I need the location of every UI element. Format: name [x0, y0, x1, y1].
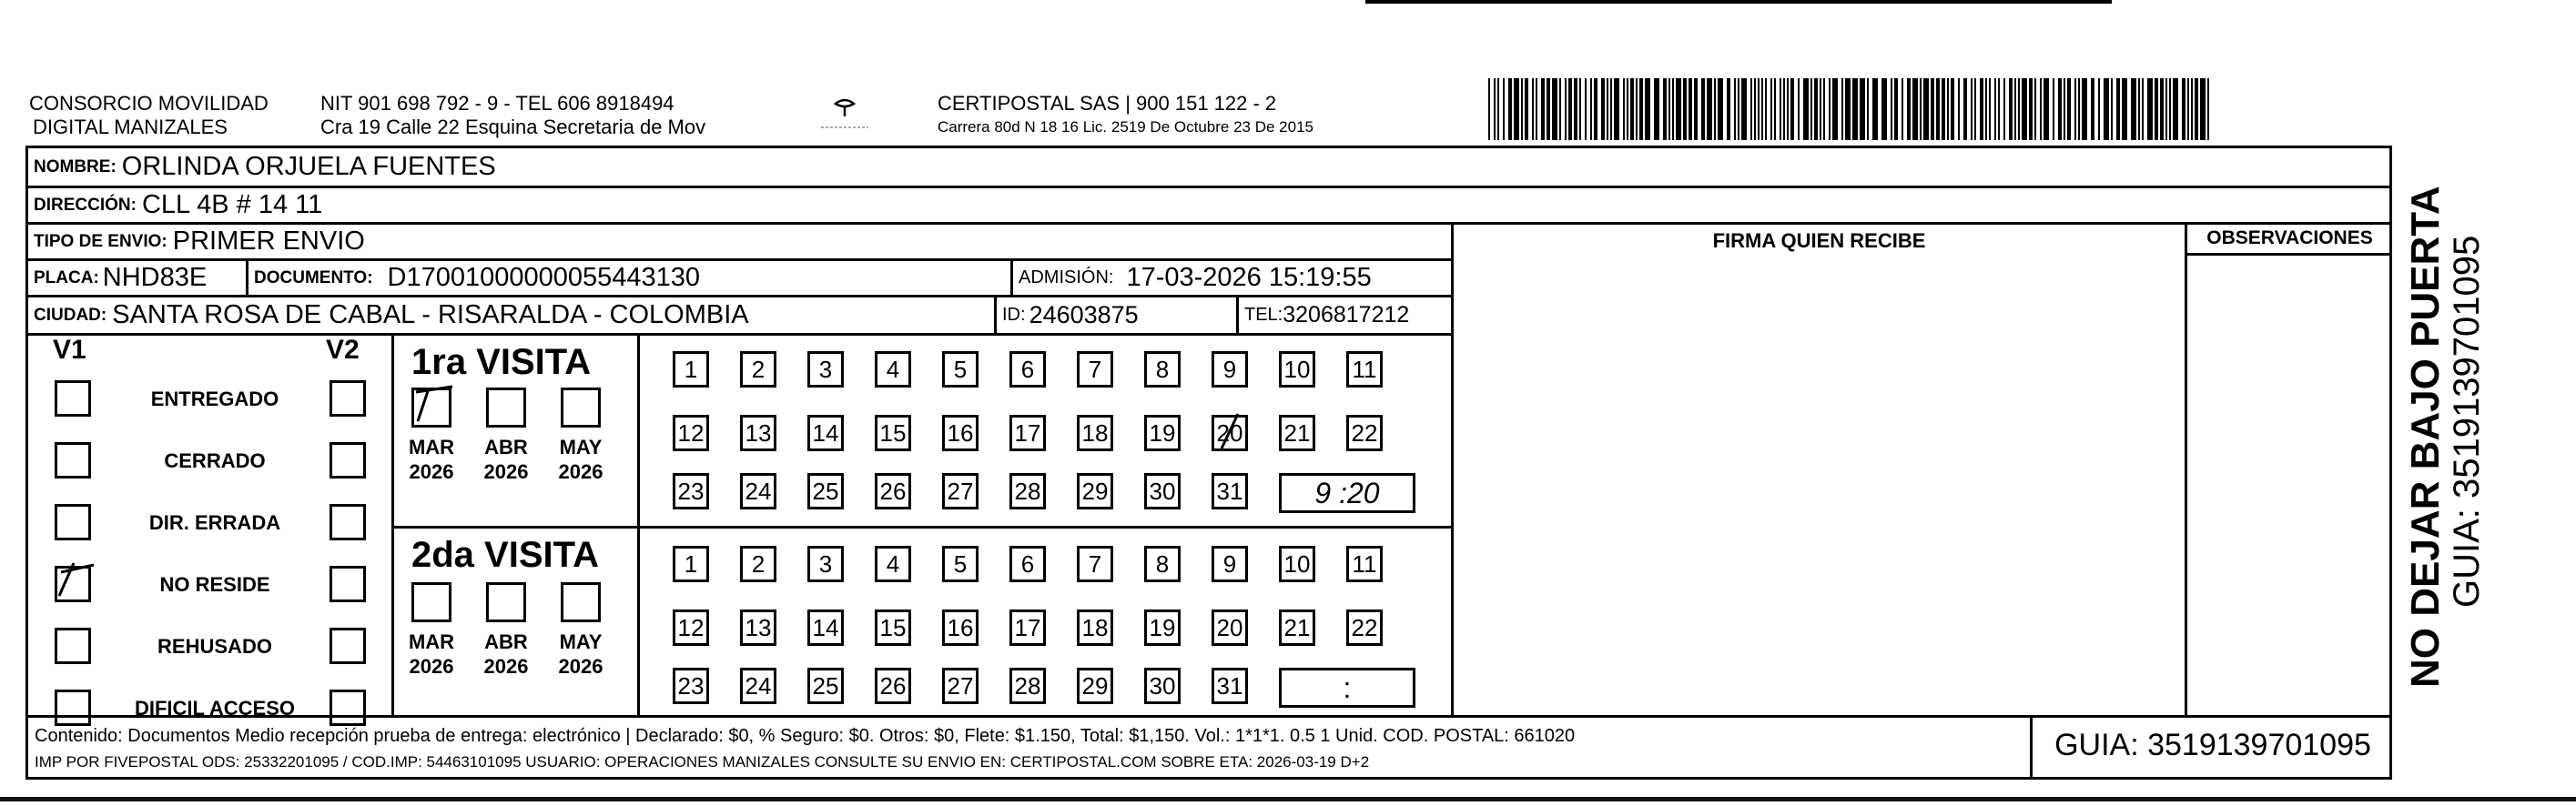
first-visit-day-24[interactable] — [740, 473, 776, 509]
second-visit-day-label: 3 — [818, 549, 833, 578]
second-visit-day-label: 28 — [1014, 671, 1041, 700]
second-visit-month-label-may — [557, 630, 604, 679]
second-visit-day-label: 19 — [1149, 613, 1176, 641]
first-visit-day-30[interactable] — [1144, 473, 1181, 509]
first-visit-day-label: 17 — [1014, 418, 1041, 447]
second-visit-month-year: 2026 — [558, 655, 603, 678]
first-visit-day-8[interactable] — [1144, 351, 1181, 388]
second-visit-day-16[interactable] — [942, 610, 979, 646]
second-visit-month-name: ABR — [484, 630, 528, 653]
status-label-rehusado: REHUSADO — [157, 635, 272, 658]
first-visit-title: 1ra VISITA — [411, 342, 592, 382]
first-visit-day-label: 9 — [1222, 355, 1237, 383]
second-visit-day-label: 24 — [745, 671, 772, 700]
second-visit-day-3[interactable] — [807, 546, 844, 582]
id-cell — [997, 297, 1236, 333]
second-visit-day-label: 22 — [1351, 613, 1378, 641]
first-visit-day-label: 4 — [886, 355, 900, 383]
second-visit-day-label: 27 — [947, 671, 974, 700]
direccion-row — [28, 188, 1448, 222]
placa-label: PLACA: — [34, 267, 99, 287]
first-visit-month-checkbox-abr[interactable] — [486, 388, 526, 428]
no-dejar-bajo-puerta: NO DEJAR BAJO PUERTA — [2403, 186, 2448, 688]
second-visit-day-30[interactable] — [1144, 668, 1181, 704]
admision-label: ADMISIÓN: — [1019, 267, 1114, 287]
second-visit-day-17[interactable] — [1009, 610, 1046, 646]
ciudad-label: CIUDAD: — [34, 305, 107, 325]
direccion-value: CLL 4B # 14 11 — [141, 190, 323, 219]
second-visit-month-checkbox-may[interactable] — [561, 582, 601, 622]
second-visit-day-label: 21 — [1283, 613, 1311, 641]
first-visit-day-23[interactable] — [673, 473, 709, 509]
admision-cell — [1013, 261, 1450, 295]
direccion-label: DIRECCIÓN: — [34, 195, 137, 215]
v2-checkbox-rehusado[interactable] — [330, 628, 366, 664]
first-visit-time-value: 9 :20 — [1314, 476, 1380, 509]
status-label-entregado: ENTREGADO — [150, 388, 279, 410]
company-name-line2: DIGITAL MANIZALES — [33, 116, 228, 138]
second-visit-day-29[interactable] — [1077, 668, 1113, 704]
first-visit-day-label: 13 — [745, 418, 772, 447]
tipo-envio-value: PRIMER ENVIO — [172, 227, 365, 256]
status-label-cerrado: CERRADO — [164, 449, 266, 472]
documento-cell — [248, 261, 1010, 295]
first-visit-day-3[interactable] — [807, 351, 844, 388]
v2-checkbox-dir-errada[interactable] — [330, 504, 366, 540]
first-visit-day-label: 21 — [1283, 418, 1311, 447]
first-visit-day-label: 16 — [947, 418, 974, 447]
second-visit-day-label: 16 — [947, 613, 974, 641]
second-visit-month-label-abr — [482, 630, 530, 679]
side-guia: GUIA: 3519139701095 — [2447, 235, 2487, 608]
first-visit-day-check-mark — [1214, 414, 1251, 450]
second-visit-day-1[interactable] — [673, 546, 709, 582]
second-visit-day-4[interactable] — [875, 546, 911, 582]
second-visit-day-label: 4 — [886, 549, 900, 578]
first-visit-month-checkbox-mar[interactable] — [411, 388, 451, 428]
first-visit-day-label: 5 — [953, 355, 968, 383]
nit-line: NIT 901 698 792 - 9 - TEL 606 8918494 — [320, 92, 674, 115]
first-visit-month-year: 2026 — [409, 460, 454, 483]
second-visit-day-label: 14 — [812, 613, 839, 641]
first-visit-day-31[interactable] — [1212, 473, 1248, 509]
v1-checkbox-rehusado[interactable] — [55, 628, 91, 664]
first-visit-day-label: 24 — [745, 477, 772, 505]
first-visit-month-checkbox-may[interactable] — [561, 388, 601, 428]
second-visit-day-6[interactable] — [1009, 546, 1046, 582]
first-visit-day-label: 27 — [947, 477, 974, 505]
second-visit-day-5[interactable] — [942, 546, 979, 582]
first-visit-day-12[interactable] — [673, 415, 709, 451]
first-visit-day-label: 22 — [1351, 418, 1378, 447]
id-value: 24603875 — [1029, 301, 1139, 328]
second-visit-time-value: : — [1343, 670, 1352, 704]
first-visit-day-22[interactable] — [1346, 415, 1383, 451]
first-visit-day-label: 11 — [1352, 355, 1377, 383]
second-visit-day-12[interactable] — [673, 610, 709, 646]
first-visit-day-label: 31 — [1216, 477, 1243, 505]
second-visit-time-field[interactable] — [1279, 668, 1415, 708]
second-visit-day-15[interactable] — [875, 610, 911, 646]
placa-value: NHD83E — [102, 263, 208, 292]
second-visit-day-27[interactable] — [942, 668, 979, 704]
second-visit-title: 2da VISITA — [411, 535, 599, 575]
first-visit-day-25[interactable] — [807, 473, 844, 509]
second-visit-day-label: 5 — [953, 549, 968, 578]
v2-checkbox-no-reside[interactable] — [330, 566, 366, 602]
second-visit-day-label: 17 — [1014, 613, 1041, 641]
first-visit-day-16[interactable] — [942, 415, 979, 451]
v1-checkbox-entregado[interactable] — [55, 380, 91, 417]
first-visit-month-label-mar — [408, 435, 455, 484]
ciudad-value: SANTA ROSA DE CABAL - RISARALDA - COLOMBIA — [112, 300, 749, 329]
second-visit-day-label: 10 — [1283, 549, 1311, 578]
second-visit-day-25[interactable] — [807, 668, 844, 704]
first-visit-day-label: 7 — [1088, 355, 1102, 383]
second-visit-day-label: 26 — [879, 671, 907, 700]
first-visit-day-17[interactable] — [1009, 415, 1046, 451]
first-visit-day-label: 30 — [1149, 477, 1176, 505]
footer-contenido: Contenido: Documentos Medio recepción prueba de entrega: electrónico | Declarado: $0, % Seguro: $0. Otros: $0, Flete: $1.150, Total: $1,150. Vol.: 1*1*1. 0.5 1 Unid. COD. POSTAL: 661020 — [35, 726, 1576, 746]
second-visit-day-label: 7 — [1088, 549, 1102, 578]
documento-value: D17001000000055443130 — [387, 263, 701, 292]
scan-edge-top — [1365, 0, 2112, 4]
first-visit-day-1[interactable] — [673, 351, 709, 388]
first-visit-month-label-may — [557, 435, 604, 484]
tel-cell — [1239, 297, 1451, 333]
v2-checkbox-dificil-acceso[interactable] — [330, 690, 366, 726]
second-visit-day-label: 30 — [1149, 671, 1176, 700]
v2-checkbox-cerrado[interactable] — [330, 442, 366, 479]
scan-edge-bottom — [0, 797, 2576, 801]
second-visit-day-label: 15 — [879, 613, 907, 641]
company-name-line1: CONSORCIO MOVILIDAD — [29, 92, 269, 115]
first-visit-day-label: 10 — [1283, 355, 1311, 383]
second-visit-day-13[interactable] — [740, 610, 776, 646]
first-visit-day-label: 3 — [818, 355, 833, 383]
second-visit-day-22[interactable] — [1346, 610, 1383, 646]
first-visit-day-26[interactable] — [875, 473, 911, 509]
first-visit-day-29[interactable] — [1077, 473, 1113, 509]
signature-area[interactable] — [1454, 256, 2185, 715]
second-visit-day-label: 9 — [1222, 549, 1237, 578]
v1-checkbox-dificil-acceso[interactable] — [55, 690, 91, 726]
second-visit-month-year: 2026 — [483, 655, 529, 678]
second-visit-month-name: MAR — [408, 630, 455, 653]
first-visit-day-10[interactable] — [1279, 351, 1315, 388]
v1-label: V1 — [53, 335, 86, 365]
second-visit-day-label: 6 — [1020, 549, 1035, 578]
first-visit-time-field[interactable] — [1279, 473, 1415, 513]
first-visit-month-name: MAR — [408, 436, 455, 458]
certipostal-line2: Carrera 80d N 18 16 Lic. 2519 De Octubre 23 De 2015 — [938, 118, 1313, 136]
first-visit-day-label: 29 — [1081, 477, 1109, 505]
v2-label: V2 — [326, 335, 360, 365]
second-visit-day-21[interactable] — [1279, 610, 1315, 646]
first-visit-month-name: MAY — [559, 436, 603, 458]
tipo-envio-row — [28, 225, 1448, 258]
v1-checkbox-no-reside[interactable] — [55, 566, 91, 602]
first-visit-day-19[interactable] — [1144, 415, 1181, 451]
second-visit-day-2[interactable] — [740, 546, 776, 582]
second-visit-day-19[interactable] — [1144, 610, 1181, 646]
second-visit-day-18[interactable] — [1077, 610, 1113, 646]
first-visit-day-label: 25 — [812, 477, 839, 505]
nombre-value: ORLINDA ORJUELA FUENTES — [121, 152, 496, 181]
observaciones-area[interactable] — [2187, 256, 2392, 715]
first-visit-month-year: 2026 — [483, 460, 529, 483]
first-visit-day-27[interactable] — [942, 473, 979, 509]
second-visit-day-label: 25 — [812, 671, 839, 700]
second-visit-day-label: 31 — [1216, 671, 1243, 700]
certipostal-logo-icon — [817, 95, 872, 135]
nombre-label: NOMBRE: — [34, 156, 117, 176]
first-visit-day-9[interactable] — [1212, 351, 1248, 388]
first-visit-day-18[interactable] — [1077, 415, 1113, 451]
first-visit-day-6[interactable] — [1009, 351, 1046, 388]
first-visit-day-label: 15 — [879, 418, 907, 447]
second-visit-month-name: MAY — [559, 630, 603, 653]
first-visit-day-20[interactable] — [1212, 415, 1248, 451]
first-visit-month-year: 2026 — [558, 460, 603, 483]
second-visit-month-year: 2026 — [409, 655, 454, 678]
first-visit-day-label: 12 — [677, 418, 705, 447]
second-visit-day-26[interactable] — [875, 668, 911, 704]
first-visit-day-28[interactable] — [1009, 473, 1046, 509]
certipostal-line1: CERTIPOSTAL SAS | 900 151 122 - 2 — [938, 92, 1277, 115]
second-visit-day-label: 2 — [751, 549, 766, 578]
first-visit-day-label: 8 — [1155, 355, 1170, 383]
tipo-envio-label: TIPO DE ENVIO: — [34, 231, 167, 251]
first-visit-day-14[interactable] — [807, 415, 844, 451]
v2-checkbox-entregado[interactable] — [330, 380, 366, 417]
first-visit-day-21[interactable] — [1279, 415, 1315, 451]
second-visit-day-10[interactable] — [1279, 546, 1315, 582]
observaciones-label: OBSERVACIONES — [2206, 227, 2373, 248]
first-visit-day-11[interactable] — [1346, 351, 1383, 388]
first-visit-day-15[interactable] — [875, 415, 911, 451]
second-visit-day-label: 1 — [684, 549, 698, 578]
admision-value: 17-03-2026 15:19:55 — [1126, 263, 1372, 292]
second-visit-day-31[interactable] — [1212, 668, 1248, 704]
second-visit-day-label: 11 — [1352, 549, 1377, 578]
tel-label: TEL: — [1244, 305, 1283, 325]
id-label: ID: — [1002, 305, 1026, 325]
second-visit-day-20[interactable] — [1212, 610, 1248, 646]
second-visit-day-label: 18 — [1081, 613, 1109, 641]
first-visit-day-4[interactable] — [875, 351, 911, 388]
second-visit-day-label: 23 — [677, 671, 705, 700]
second-visit-day-7[interactable] — [1077, 546, 1113, 582]
first-visit-day-label: 23 — [677, 477, 705, 505]
first-visit-day-7[interactable] — [1077, 351, 1113, 388]
second-visit-month-checkbox-mar[interactable] — [411, 582, 451, 622]
status-label-dir-errada: DIR. ERRADA — [148, 511, 281, 534]
company-address: Cra 19 Calle 22 Esquina Secretaria de Mov — [320, 116, 706, 138]
first-visit-day-13[interactable] — [740, 415, 776, 451]
first-visit-day-label: 20 — [1216, 418, 1243, 447]
second-visit-day-11[interactable] — [1346, 546, 1383, 582]
first-visit-day-5[interactable] — [942, 351, 979, 388]
tel-value: 3206817212 — [1283, 302, 1410, 327]
first-visit-day-label: 2 — [751, 355, 766, 383]
firma-quien-recibe-label: FIRMA QUIEN RECIBE — [1712, 229, 1926, 252]
second-visit-day-label: 8 — [1155, 549, 1170, 578]
status-label-no-reside: NO RESIDE — [159, 573, 270, 596]
second-visit-day-28[interactable] — [1009, 668, 1046, 704]
second-visit-day-14[interactable] — [807, 610, 844, 646]
second-visit-day-label: 12 — [677, 613, 705, 641]
first-visit-day-label: 19 — [1149, 418, 1176, 447]
placa-cell — [28, 261, 246, 295]
second-visit-day-label: 20 — [1216, 613, 1243, 641]
first-visit-day-2[interactable] — [740, 351, 776, 388]
v1-checkbox-dir-errada[interactable] — [55, 504, 91, 540]
first-visit-month-name: ABR — [484, 436, 528, 458]
status-label-dificil-acceso: DIFICIL ACCESO — [134, 697, 295, 720]
v1-checkbox-cerrado[interactable] — [55, 442, 91, 479]
second-visit-day-8[interactable] — [1144, 546, 1181, 582]
second-visit-month-label-mar — [408, 630, 455, 679]
barcode — [1488, 78, 2212, 140]
first-visit-month-label-abr — [482, 435, 530, 484]
first-visit-day-label: 18 — [1081, 418, 1109, 447]
first-visit-day-label: 1 — [684, 355, 698, 383]
first-visit-day-label: 6 — [1020, 355, 1035, 383]
ciudad-cell — [28, 297, 994, 333]
second-visit-month-checkbox-abr[interactable] — [486, 582, 526, 622]
documento-label: DOCUMENTO: — [254, 267, 373, 287]
second-visit-day-24[interactable] — [740, 668, 776, 704]
second-visit-day-label: 29 — [1081, 671, 1109, 700]
first-visit-day-label: 26 — [879, 477, 907, 505]
first-visit-day-label: 14 — [812, 418, 839, 447]
first-visit-day-label: 28 — [1014, 477, 1041, 505]
nombre-row — [28, 148, 1448, 186]
second-visit-day-9[interactable] — [1212, 546, 1248, 582]
footer-impresion: IMP POR FIVEPOSTAL ODS: 25332201095 / COD.IMP: 54463101095 USUARIO: OPERACIONES MANIZALES CONSULTE SU ENVIO EN: CERTIPOSTAL.COM SOBRE ETA: 2026-03-19 D+2 — [35, 753, 1370, 771]
second-visit-day-23[interactable] — [673, 668, 709, 704]
footer-guia: GUIA: 3519139701095 — [2054, 728, 2371, 762]
second-visit-day-label: 13 — [745, 613, 772, 641]
